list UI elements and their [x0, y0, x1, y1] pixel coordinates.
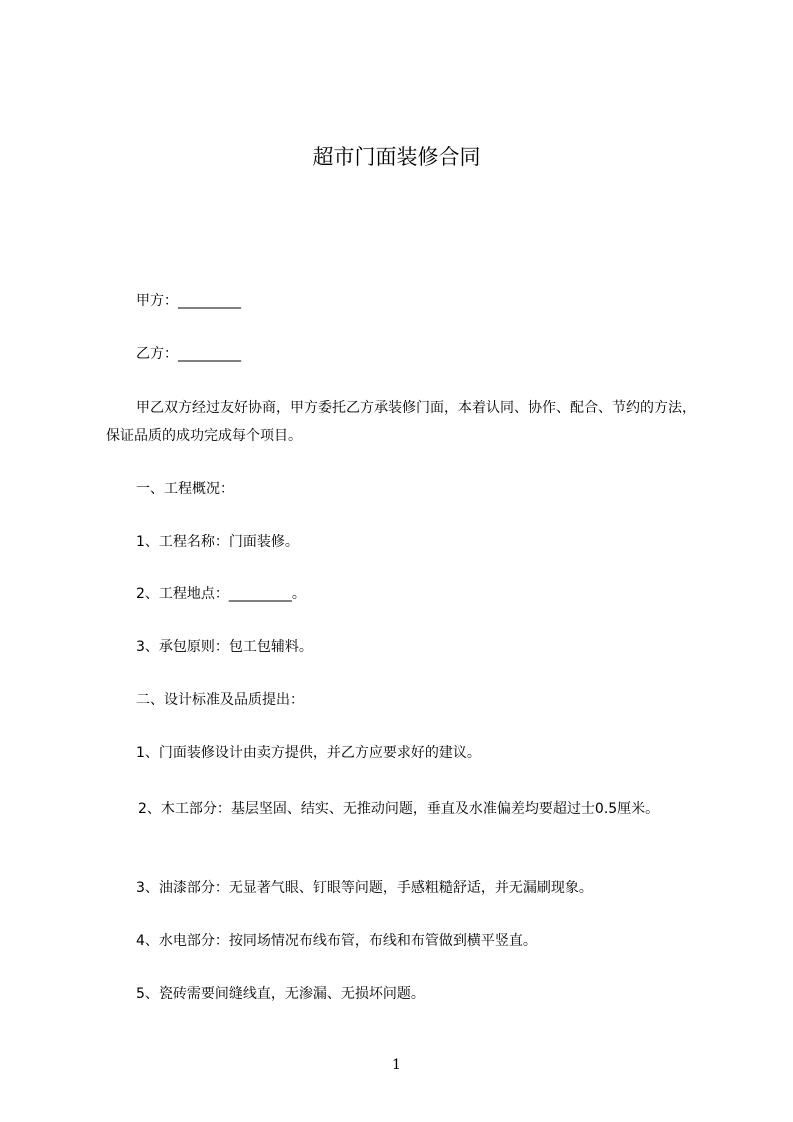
list-item-plumbing-electrical: 4、水电部分：按同场情况布线布管，布线和布管做到横平竖直。 — [136, 933, 537, 949]
list-item-carpentry: 2、木工部分：基层坚固、结实、无推动问题，垂直及水准偏差均要超过士0.5厘米。 — [138, 801, 660, 817]
list-item-project-name: 1、工程名称：门面装修。 — [136, 534, 299, 550]
list-item-project-location: 2、工程地点：_________。 — [136, 586, 306, 602]
section-heading-standards: 二、设计标准及品质提出： — [136, 692, 304, 708]
list-item-painting: 3、油漆部分：无显著气眼、钉眼等问题，手感粗糙舒适，并无漏刷现象。 — [136, 880, 593, 896]
page-title: 超市门面装修合同 — [312, 145, 481, 169]
list-item-contract-principle: 3、承包原则：包工包辅料。 — [136, 639, 313, 655]
section-heading-overview: 一、工程概况： — [136, 481, 234, 497]
list-item-design: 1、门面装修设计由卖方提供，并乙方应要求好的建议。 — [136, 745, 481, 761]
party-a-line: 甲方：_________ — [136, 293, 241, 309]
party-b-line: 乙方：_________ — [136, 346, 241, 362]
intro-paragraph: 甲乙双方经过友好协商，甲方委托乙方承装修门面，本着认同、协作、配合、节约的方法，保证品质的成功完成每个项目。 — [106, 400, 696, 444]
list-item-tiles: 5、瓷砖需要间缝线直，无渗漏、无损坏问题。 — [136, 986, 425, 1002]
page-number: 1 — [392, 1057, 401, 1073]
